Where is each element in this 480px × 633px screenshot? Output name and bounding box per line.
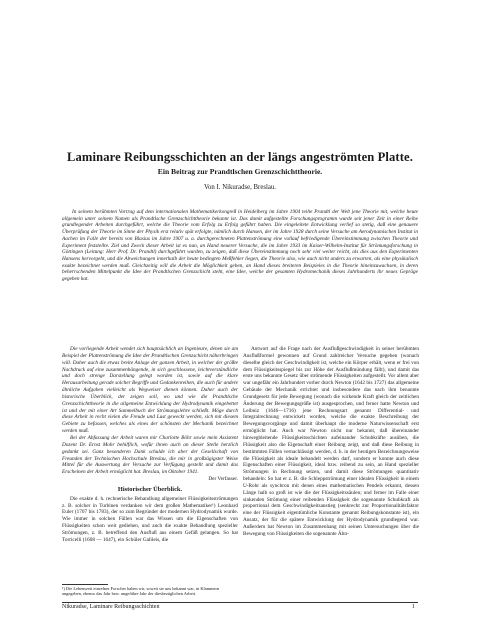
paper-title: Laminare Reibungsschichten an der längs angeströmten Platte. xyxy=(67,150,413,164)
abstract xyxy=(62,209,418,283)
paper-subtitle: Ein Beitrag zur Prandtlschen Grenzschichttheorie. xyxy=(157,167,323,176)
author-line: Von I. Nikuradse, Breslau. xyxy=(204,184,276,191)
footer-rule xyxy=(62,602,418,603)
abstract-text: In seinem berühmten Vortrag auf dem internationalen Mathematikerkongreß in Heidelberg im Jahre 1904 teilte Prandtl der Welt jene Theorie mit, welche heute allgemein unter seinem Namen als Prandtlsche Grenzschichttheorie bekannt ist. Das damit aufgestellte Forschungsprogramm wurde seit jener Zeit in einer Reihe grundlegender Arbeiten durchgeführt, welche die Theorie vom Erfolg zu Erfolg geführt haben. Die eingeleitete Entwicklung verlief so stetig, daß eine genauere Überprüfung der Theorie im Sinne der Physik erst relativ spät erfolgte, nämlich durch Hansen, der im Jahre 1928 durch seine Versuche am Aerodynamischen Institut in Aachen im Falle der bereits von Blasius im Jahre 1907 u. a. durchgerechneten Plattenströmung eine vollauf befriedigende Übereinstimmung zwischen Theorie und Experiment feststellte. Ziel und Zweck dieser Arbeit ist es nun, an Hand neuerer Versuche, die im Jahre 1933 im Kaiser-Wilhelm-Institut für Strömungsforschung in Göttingen (Leitung: Herr Prof. Dr. Prandtl) durchgeführt wurden, zu zeigen, daß diese Übereinstimmung noch sehr viel weiter reicht, als dies aus den Experimenten Hansens hervorgeht, und die Abweichungen innerhalb der heute bedingten Meßfehler liegen, die Theorie also, wie auch nicht anders zu erwarten, als eine physikalisch exakte bezeichnet werden muß. Gleichzeitig will die Arbeit die Möglichkeit geben, an Hand dieses breiteren Beispieles in die Theorie hineinzuwachsen, in deren beherrschenden Mittelpunkt die Idee der Prandtlschen Grenzschicht steht, eine Idee, welche der gesamten Hydromechanik dieses Jahrhunderts ihr neues Gepräge gegeben hat. xyxy=(62,209,418,283)
footnote: ¹) Die Lebenszeit einzelner Forscher haben wir, soweit sie uns bekannt war, in Klammern angegeben, ebenso das Jahr bzw. ungefähre Jahr der diesbezüglichen Arbeit. xyxy=(62,586,220,597)
running-footer: Nikuradse, Laminare Reibungsschichten xyxy=(62,604,160,610)
body-paragraph-right: Antwort auf die Frage nach der Ausflußgeschwindigkeit in seiner berühmten Ausflußformel gewonnen auf Grund zahlreicher Versuche gegeben (wonach dieselbe gleich der Geschwindigkeit ist, welche ein Körper erhält, wenn er frei von dem Flüssigkeitsspiegel bis zur Höhe der Ausflußmündung fällt), und damit das erste uns bekannte Gesetz über strömende Flüssigkeiten aufgestellt. Vor allem aber war ungefähr ein Jahrhundert vorher durch Newton (1642 bis 1727) das allgemeine Gebäude der Mechanik errichtet und insbesondere das nach ihm benannte Grundgesetz für jede Bewegung (wonach die wirkende Kraft gleich der zeitlichen Änderung der Bewegungsgröße ist) ausgesprochen, und ferner hatte Newton und Leibniz (1646—1716) jene Rechnungsart genannt Differential- und Integralrechnung entwickelt worden, welche die exakte Beschreibung der Bewegungsvorgänge und damit überhaupt die moderne Naturwissenschaft erst ermöglicht hat. Auch war Newton nicht nur bekannt, daß übereinander hinwegbleitende Flüssigkeitsschichten aufeinander Schubkräfte ausüben, die Flüssigkeit also die Eigenschaft einer Reibung zeigt, und daß diese Reibung in bestimmten Fällen vernachlässigt werden, d. h. in der heutigen Bezeichnungsweise die Flüssigkeit als ideale behandelt werden darf, sondern er konnte auch diese Eigenschaften einer Flüssigkeit, ideal bzw. reibend zu sein, an Hand spezieller Strömungen in Rechnung setzen, und damit diese Strömungen quantitativ behandeln: So hat er z. B. die Schleppströmung einer idealen Flüssigkeit in einem U-Rohr als synchron mit denen eines mathematischen Pendels erkannt, dessen Länge halb so groß ist wie die der Flüssigkeitssäulen; und ferner im Falle einer sinkenden Strömung einer reibenden Flüssigkeit die sogenannte Schubkraft als proportional dem Geschwindigkeitsanstieg (senkrecht zur Proportionalitätsfaktor eine der Flüssigkeit eigentümliche Konstante genannt Reibungskonstante ist), ein Ansatz, der für die spätere Entwicklung der Hydrodynamik grundlegend war. Außerdem hat Newton im Zusammenhang mit seinen Untersuchungen über die Bewegung von Flüssigkeiten die sogenannte Ähn- xyxy=(243,346,419,537)
left-column xyxy=(62,346,238,544)
footnote-rule xyxy=(62,584,108,585)
body-paragraph: Die exakte d. h. rechnerische Behandlung allgemeiner Flüssigkeitsströmungen z. B. solcher in Turbinen verdanken wir dem großen Mathematiker¹) Leonhard Euler (1707 bis 1783), der so zum Begründer der modernen Hydrodynamik wurde. Wie immer in solchen Fällen war das Wissen um die Eigenschaften von Flüssigkeiten schon weit gediehen, und auch die exakte Behandlung spezieller Strömungen, z. B. betreffend den Ausfluß aus einem Gefäß gelangen. So hat Torricelli (1608 — 1647), ein Schüler Galileis, die xyxy=(62,495,238,543)
page-number: 1 xyxy=(412,604,415,610)
preface-signature: Der Verfasser. xyxy=(208,476,238,483)
right-column xyxy=(243,346,419,538)
preface-paragraph-2: Bei der Abfassung der Arbeit waren mir Charlotte Böhr sowie mein Assistent Dozent Dr. Ernst Mohr behilflich, wofür ihnen auch an dieser Stelle herzlich gedankt sei. Ganz besonderen Dank schulde ich aber der Gesellschaft von Freunden der Technischen Hochschule Breslau, die mir in großzügigster Weise Mittel für die Auswertung der Versuche zur Verfügung gestellt und damit das Erscheinen der Arbeit ermöglicht hat. Breslau, im Oktober 1941. xyxy=(62,434,238,476)
preface-paragraph-1: Die vorliegende Arbeit wendet sich hauptsächlich an Ingenieure, denen sie am Beispiel der Plattenströmung die Idee der Prandtlschen Grenzschicht näherbringen will. Daher auch die etwas breite Anlage der ganzen Arbeit, in welcher der größte Nachdruck auf eine zusammenhängende, in sich geschlossene, leichtverständliche und doch strenge Darstellung gelegt worden ist, sowie auf die klare Herausarbeitung gerade solcher Begriffe und Gedankenreihen, die auch für andere ähnliche Aufgaben vielleicht als Wegweiser dienen können. Daher auch der historische Überblick, der zeigen soll, wo und wie die Prandtlsche Grenzschichttheorie in die allgemeine Entwicklung der Hydrodynamik eingebettet ist und der mit einer Art Sammelbuch der Strömungslehre schließt. Möge durch diese Arbeit in recht vielen die Freude und Lust geweckt werden, sich mit diesem Gebiete zu befassen, welches als eines der schönsten der Mechanik bezeichnet werden muß. xyxy=(62,346,238,435)
section-heading: Historischer Überblick. xyxy=(117,485,183,493)
